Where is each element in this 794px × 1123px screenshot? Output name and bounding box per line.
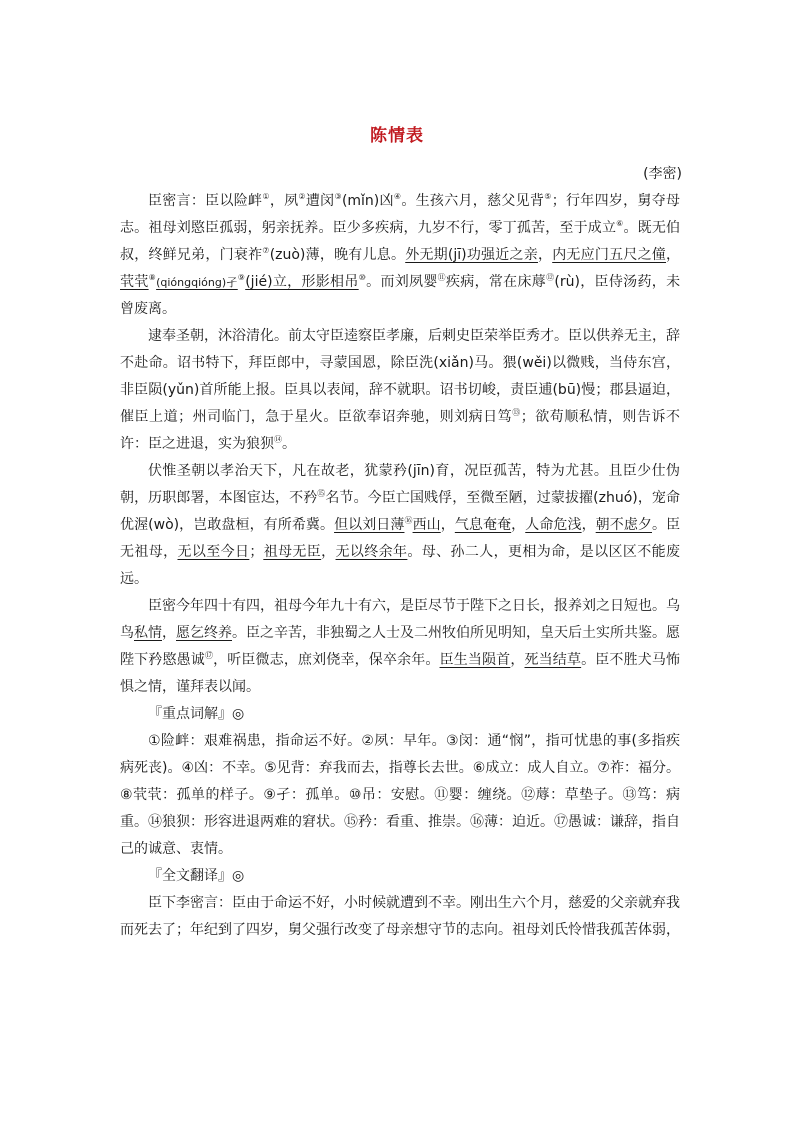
- underlined-phrase: 但以刘日薄: [334, 517, 405, 533]
- text-run: ，听臣微志，庶刘侥幸，保卒余年。: [213, 652, 440, 668]
- text-run: ，: [511, 517, 526, 533]
- footnote-ref: ⑦: [262, 246, 270, 255]
- vocabulary-notes: ①险衅：艰难祸患，指命运不好。②夙：早年。③闵：通“悯”，指可忧患的事(多指疾病死丧)。④凶：不幸。⑤见背：弃我而去，指尊长去世。⑥成立：成人自立。⑦祚：福分。⑧茕茕：孤单的样子。⑨孑：孤单。⑩吊：安慰。⑪婴：缠绕。⑫蓐：草垫子。⑬笃：病重。⑭狼狈：形容进退两难的窘状。⑮矜：看重、推崇。⑯薄：迫近。⑰愚诚：谦辞，指自己的诚意、衷情。: [120, 733, 680, 857]
- footnote-ref: ⑮: [317, 489, 326, 498]
- underlined-phrase: 朝不虑夕: [595, 517, 652, 533]
- underlined-phrase: 无以至今日: [177, 544, 250, 560]
- footnote-ref: ⑤: [544, 192, 552, 201]
- text-run: (mǐn)凶: [341, 193, 394, 209]
- text-run: ，: [321, 544, 336, 560]
- footnote-ref: ⑩: [358, 273, 367, 282]
- text-run: ，: [537, 247, 553, 263]
- text-run: 臣密言：臣以险衅: [148, 193, 263, 209]
- underlined-phrase: (qióngqióng)孑: [156, 276, 238, 289]
- page-title: 陈情表: [370, 126, 424, 146]
- paragraph-4: [120, 593, 680, 701]
- footnote-ref: ⑪: [437, 273, 446, 282]
- underlined-phrase: (jié)立，形影相吊: [245, 274, 359, 290]
- underlined-phrase: 臣生当陨首: [439, 652, 511, 668]
- footnote-ref: ⑨: [237, 273, 246, 282]
- translation-paragraph: 臣下李密言：臣由于命运不好，小时候就遭到不幸。刚出生六个月，慈爱的父亲就弃我而死去了；年纪到了四岁，舅父强行改变了母亲想守节的志向。祖母刘氏怜惜我孤苦体弱，: [120, 895, 680, 938]
- footnote-ref: ⑧: [148, 273, 157, 282]
- underlined-phrase: 西山: [412, 517, 441, 533]
- text-run: 逮奉圣朝，沐浴清化。前太守臣逵察臣孝廉，后刺史臣荣举臣秀才。臣以供养无主，辞不赴命。诏书特下，拜臣郎中，寻蒙国恩，除臣洗(xiǎn)马。猥(wěi)以微贱，当侍东宫，非臣陨(yǔn)首所能上报。臣具以表闻，辞不就职。诏书切峻，责臣逋(bū)慢；郡县逼迫，催臣上道；州司临门，急于星火。臣欲奉诏奔驰，则刘病日笃: [120, 328, 680, 425]
- footnote-ref: ⑰: [204, 651, 214, 660]
- underlined-phrase: 私情: [134, 625, 162, 641]
- text-run: 伏惟圣朝以孝治天下，凡在故老，犹蒙矜(jīn)育，况臣孤苦，特为尤甚。且臣少仕伪朝，历职郎署，本图宦达，不矜: [120, 463, 680, 506]
- text-run: ；行年四岁，舅夺母志。祖母刘愍臣孤弱，躬亲抚养。臣少多疾病，九岁不行，零丁孤苦，至于成立: [120, 193, 681, 236]
- footnote-ref: ②: [298, 192, 306, 201]
- text-run: 疾病，常在床蓐: [445, 274, 547, 290]
- footnote-ref: ⑬: [512, 408, 521, 417]
- text-run: ；: [249, 544, 264, 560]
- underlined-phrase: 死当结草: [524, 652, 582, 668]
- text-run: 臣密今年四十有四，祖母今年九十有六，是臣尽节于陛下之日长，报养刘之日短也。乌鸟: [120, 598, 680, 641]
- footnote-ref: ⑫: [546, 273, 555, 282]
- footnote-ref: ⑥: [616, 219, 624, 228]
- underlined-phrase: 外无期(jī)功强近之亲: [405, 247, 538, 263]
- text-run: 。: [282, 436, 296, 452]
- text-run: ，: [510, 652, 525, 668]
- footnote-ref: ④: [393, 192, 402, 201]
- paragraph-2: [120, 323, 680, 458]
- underlined-phrase: 茕茕: [120, 274, 149, 290]
- underlined-phrase: 内无应门五尺之僮: [552, 247, 667, 263]
- underlined-phrase: 人命危浅: [525, 517, 582, 533]
- text-run: 遭闵: [305, 193, 335, 209]
- text-run: 。生孩六月，慈父见背: [401, 193, 545, 209]
- underlined-phrase: 无以终余年: [335, 544, 408, 560]
- section-heading-translation: 『全文翻译』◎: [148, 868, 245, 884]
- footnote-ref: ①: [262, 192, 270, 201]
- text-run: ，夙: [269, 193, 299, 209]
- text-run: ，: [666, 247, 681, 263]
- paragraph-1: [120, 188, 680, 323]
- text-run: ，: [581, 517, 596, 533]
- paragraph-3: [120, 458, 680, 593]
- footnote-ref: ⑭: [274, 435, 282, 444]
- section-heading-key-words: 『重点词解』◎: [148, 706, 245, 722]
- footnote-ref: ③: [334, 192, 342, 201]
- underlined-phrase: 愿乞终养: [176, 625, 232, 641]
- text-run: 。臣不胜犬马怖惧之情，谨拜表以闻。: [120, 652, 681, 695]
- text-run: 。臣之辛苦，非独蜀之人士及二州牧伯所见明知，皇天后土实所共鉴。愿陛下矜愍愚诚: [120, 625, 680, 668]
- footnote-ref: ⑯: [404, 516, 413, 525]
- text-run: 名节。今臣亡国贱俘，至微至陋，过蒙拔擢(zhuó)，宠命优渥(wò)，岂敢盘桓，有所希冀。: [120, 490, 680, 533]
- document-body: [120, 188, 680, 944]
- text-run: (zuò)薄，晚有儿息。: [269, 247, 406, 263]
- underlined-phrase: 祖母无臣: [263, 544, 322, 560]
- underlined-phrase: 气息奄奄: [454, 517, 512, 533]
- text-run: 。既无伯叔，终鲜兄弟，门衰祚: [120, 220, 681, 263]
- text-run: (rù)，臣侍汤药，未曾废离。: [120, 274, 681, 317]
- text-run: 。而刘夙婴: [366, 274, 438, 290]
- text-run: 。母、孙二人，更相为命，是以区区不能废远。: [120, 544, 681, 587]
- text-run: ，: [162, 625, 176, 641]
- author-label: (李密): [643, 166, 682, 182]
- text-run: ；欲苟顺私情，则告诉不许：臣之进退，实为狼狈: [120, 409, 681, 452]
- text-run: 。臣无祖母，: [120, 517, 681, 560]
- text-run: ，: [440, 517, 455, 533]
